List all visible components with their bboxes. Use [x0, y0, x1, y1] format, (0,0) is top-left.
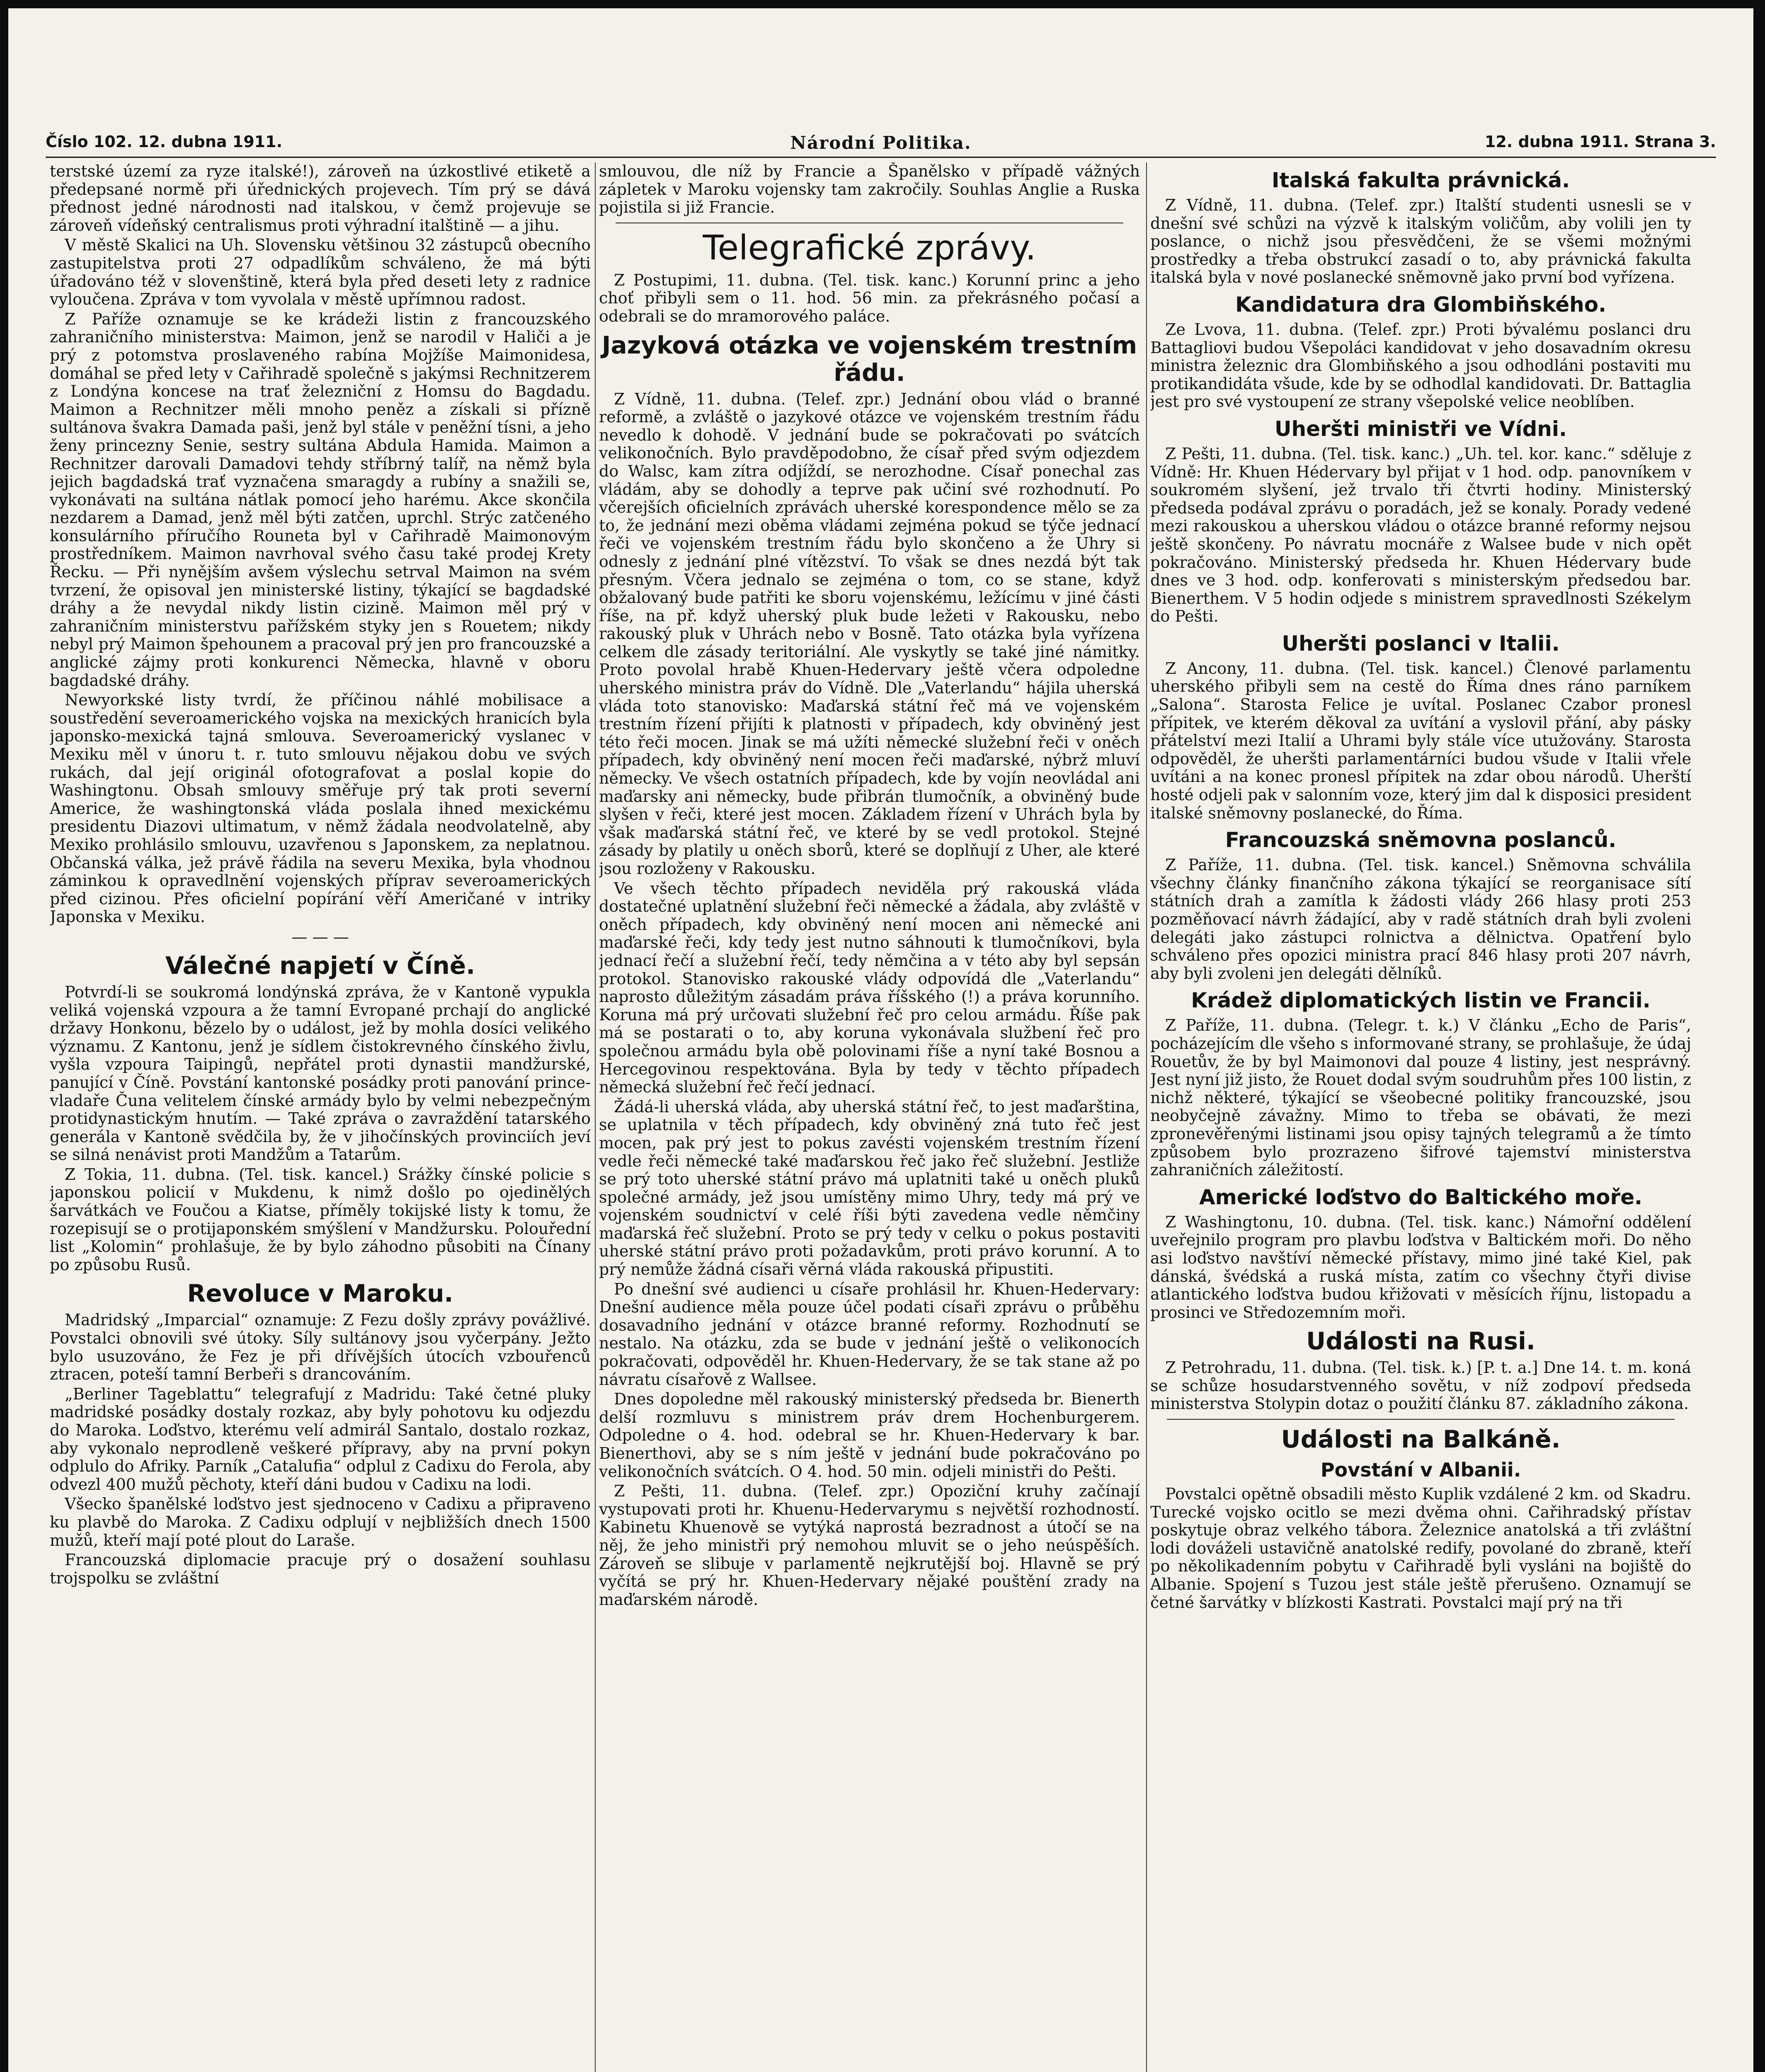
- column-2: [599, 162, 1140, 2072]
- column-3: [1150, 162, 1691, 2072]
- article-paragraph: Z Washingtonu, 10. dubna. (Tel. tisk. kanc.) Námořní oddělení uveřejnilo program pro plavbu loďstva v Baltickém moři. Do něho asi loďstvo navštíví německé přístavy, mimo jiné také Kiel, pak dánská, švédská a ruská místa, zatím co všechny čtyři divise atlantického loďstva budou křižovati v měsících říjnu, listopadu a prosinci ve Středozemním moři.: [1150, 1213, 1691, 1322]
- headline-american-fleet: Americké loďstvo do Baltického moře.: [1199, 1185, 1643, 1209]
- column-divider: [1146, 162, 1147, 2072]
- article-paragraph: Newyorkské listy tvrdí, že příčinou náhlé mobilisace a soustředění severoamerického vojska na mexických hranicích byla japonsko-mexická tajná smlouva. Severoamerický vyslanec v Mexiku měl v únoru t. r. tuto smlouvu nějakou dobu ve svých rukách, dal její originál ofotografovat a poslal kopie do Washingtonu. Obsah smlouvy směřuje prý tak proti severní Americe, že washingtonská vláda poslala ihned mexickému presidentu Diazovi ultimatum, v němž žádala neodvolatelně, aby Mexiko prohlásilo smlouvu, uzavřenou s Japonskem, za neplatnou. Občanská válka, jež právě řádila na severu Mexika, byla vhodnou záminkou k opravedlnění vojenských příprav severoamerických před cizinou. Přes oficielní popírání věří Američané v intriky Japonska v Mexiku.: [50, 691, 591, 926]
- article-paragraph: Francouzská diplomacie pracuje prý o dosažení souhlasu trojspolku se zvláštní: [50, 1551, 591, 1587]
- article-paragraph: Z Tokia, 11. dubna. (Tel. tisk. kancel.) Srážky čínské policie s japonskou policií v Mukdenu, k nimž došlo po ojedinělých šarvátkách ve Foučou a Kiatse, příměly tokijské listy k tomu, že rozepisují se o protijaponském smýšlení v Mandžursku. Polouřední list „Kolomin“ prohlašuje, že by bylo záhodno působiti na Čínany po způsobu Rusů.: [50, 1165, 591, 1274]
- section-separator: — — —: [291, 927, 349, 946]
- headline-hungarian-ministers: Uheršti ministři ve Vídni.: [1274, 416, 1567, 441]
- article-paragraph: Z Ancony, 11. dubna. (Tel. tisk. kancel.) Členové parlamentu uherského přibyli sem na cestě do Říma dnes ráno parníkem „Salona“. Starosta Felice je uvítal. Poslanec Czabor pronesl přípitek, ve kterém děkoval za uvítání a vyslovil přání, aby pásky přátelství mezi Italií a Uhrami byly stále více utužovány. Starosta odpověděl, že uheršti parlamentárníci budou všude v Italii vřele uvítáni a na konec pronesl přípitek na zdar obou národů. Uherští hosté odjeli pak v salonním voze, který jim dal k disposici president italské sněmovny poslanecké, do Říma.: [1150, 659, 1691, 822]
- headline-telegrams: Telegrafické zprávy.: [703, 228, 1036, 268]
- article-paragraph: Madridský „Imparcial“ oznamuje: Z Fezu došly zprávy povážlivé. Povstalci obnovili své útoky. Síly sultánovy jsou vyčerpány. Ježto bylo usuzováno, že Fez je při dřívějších útocích vzbouřenců ztracen, poteší tamní Berbeři s drancováním.: [50, 1311, 591, 1384]
- article-paragraph: Žádá-li uherská vláda, aby uherská státní řeč, to jest maďarština, se uplatnila v těch případech, kdy obviněný zná tuto řeč jest mocen, pak prý jest to pokus zavésti vojenském trestním řízení vedle řeči německé také maďarskou řeč jako řeč služební. Jestliže se prý toto uherské státní právo má uplatniti také u oněch pluků společné armády, jež jsou umístěny mimo Uhry, tedy má prý ve vojenském soudnictví v celé říši býti zavedena vedle němčiny maďarská řeč služební. Proto se prý tedy v celku o pokus postaviti uherské státní právo proti požadavkům, proti právo korunní. A to prý nemůže žádná císaři věrná vláda rakouská připustiti.: [599, 1097, 1140, 1279]
- masthead-rule: [46, 157, 1716, 158]
- subheadline-albania: Povstání v Albanii.: [1320, 1459, 1521, 1481]
- article-paragraph: V městě Skalici na Uh. Slovensku většinou 32 zástupců obecního zastupitelstva proti 27 odpadlíkům schváleno, že má býti úřadováno též v slovenštině, která byla před deseti lety z radnice vyloučena. Zpráva v tom vyvolala v městě upřímnou radost.: [50, 236, 591, 309]
- article-paragraph: Potvrdí-li se soukromá londýnská zpráva, že v Kantoně vypukla veliká vojenská vzpoura a že tamní Evropané prchají do anglické državy Honkonu, bězelo by o událost, jež by mohla dosíci velikého významu. Z Kantonu, jenž je sídlem čistokrevného čínského živlu, vyšla vzpoura Taipingů, nepřátel proti dynastii mandžurské, panující v Číně. Povstání kantonské posádky proti panování prince-vladaře Čuna velitelem čínské armády bylo by velmi nebezpečným protidynastickým hnutím. — Také zpráva o zavraždění tatarského generála v Kantoně svědčila by, že v jihočínských provinciích jeví se silná nenávist proti Mandžům a Tatarům.: [50, 983, 591, 1164]
- headline-morocco: Revoluce v Maroku.: [187, 1279, 453, 1308]
- article-paragraph: Z Pešti, 11. dubna. (Tel. tisk. kanc.) „Uh. tel. kor. kanc.“ sděluje z Vídně: Hr. Khuen Hédervary byl přijat v 1 hod. odp. panovníkem v soukromém slyšení, jež trvalo tři čtvrti hodiny. Ministerský předseda podával zprávu o poradách, jež se konaly. Porady vedené mezi rakouskou a uherskou vládou o otázce branné reformy nejsou ještě skončeny. Po návratu mocnáře z Walsee bude v nich opět pokračováno. Ministerský předseda hr. Khuen Hédervary bude dnes ve 3 hod. odp. konferovati s ministerským předsedou bar. Bienerthem. V 5 hodin odjede s ministrem spravedlnosti Székelym do Pešti.: [1150, 444, 1691, 626]
- article-paragraph: Všecko španělské loďstvo jest sjednoceno v Cadixu a připraveno ku plavbě do Maroka. Z Cadixu odplují v nejbližších dnech 1500 mužů, kteří mají poté plout do Laraše.: [50, 1495, 591, 1549]
- article-paragraph: Z Vídně, 11. dubna. (Telef. zpr.) Italští studenti usnesli se v dnešní své schůzi na výzvě k italským voličům, aby volili jen ty poslance, o nichž jsou přesvědčeni, že se všemi možnými prostředky a třeba obstrukcí zasadí o to, aby právnická fakulta italská byla v nové poslanecké sněmovně jako první bod vyřízena.: [1150, 196, 1691, 287]
- headline-china: Válečné napjetí v Číně.: [165, 951, 475, 980]
- article-paragraph: Z Postupimi, 11. dubna. (Tel. tisk. kanc.) Korunní princ a jeho choť přibyli sem o 11. hod. 56 min. za překrásného počasí a odebrali se do mramorového paláce.: [599, 271, 1140, 325]
- headline-language-question: Jazyková otázka ve vojenském trestním řádu.: [601, 331, 1137, 387]
- article-paragraph: Z Vídně, 11. dubna. (Telef. zpr.) Jednání obou vlád o branné reformě, a zvláště o jazykové otázce ve vojenském trestním řádu nevedlo k dohodě. V jednání bude se pokračovati po svátcích velikonočních. Bylo pravděpodobno, že císař před svým odjezdem do Walsc, kam zítra odjíždí, se nerozhodne. Císař ponechal zas vládám, aby se dohodly a teprve pak učiní své rozhodnutí. Po včerejších oficielních zprávách uherské korespondence mělo se za to, že jednání mezi oběma vládami zejména pokud se týče jednací řeči ve vojenském trestním řádu bylo skončeno a že Uhry si odnesly z jednání plné vítězství. To však se dnes nezdá být tak přesným. Včera jednalo se zejména o tom, co se stane, když obžalovaný bude patřiti ke sboru vojenskému, ležícímu v jiné části říše, na př. když uherský pluk bude ležeti v Rakousku, nebo rakouský pluk v Uhrách nebo v Bosně. Tato otázka byla vyřízena celkem dle zásady teritoriální. Ale vyskytly se také jiné námitky. Proto povolal hrabě Khuen-Hedervary ještě včera odpoledne uherského ministra práv do Vídně. Dle „Vaterlandu“ hájila uherská vláda toto stanovisko: Maďarská státní řeč má ve vojenském trestním řízení přijíti k platnosti v případech, kdy obviněný jest této řeči mocen. Jinak se má užíti německé služební řeči v oněch případech, kdy obviněný není mocen řeči maďarské, nýbrž mluví německy. Ve všech ostatních případech, kde by vojín neovládal ani maďarsky ani německy, bude přibrán tlumočník, a obviněný bude slyšen v řeči, které jest mocen. Základem řízení v Uhrách byla by však maďarská státní řeč, ve které by se vedl protokol. Stejné zásady by platily u oněch sborů, které se doplňují z Uher, ale které jsou rozloženy v Rakousku.: [599, 390, 1140, 878]
- newspaper-title: Národní Politika.: [790, 133, 972, 153]
- article-paragraph: Z Paříže oznamuje se ke krádeži listin z francouzského zahraničního ministerstva: Maimon, jenž se narodil v Haliči a je prý z potomstva proslaveného rabína Mojžíše Maimonidesa, domáhal se před lety v Cařihradě společně s jakýmsi Rechnitzerem z Londýna koncese na trať železniční z Homsu do Bagdadu. Maimon a Rechnitzer měli mnoho peněz a získali si přízně sultánova švakra Damada paši, jenž byl stále v peněžní tísni, a jeho ženy princezny Senie, sestry sultána Abdula Hamida. Maimon a Rechnitzer darovali Damadovi tehdy stříbrný talíř, na němž byla jejich bagdadská trať vyznačena smaragdy a rubíny a snažili se, vykonávati na sultána nátlak pomocí jeho harému. Akce skončila nezdarem a Damad, jenž měl býti zatčen, uprchl. Strýc zatčeného konsulárního příručího Rouneta byl v Cařihradě Maimonovým prostředníkem. Maimon navrhoval svého času také prodej Krety Řecku. — Při nynějším avšem výslechu setrval Maimon na svém tvrzení, že opisoval jen ministerské listiny, týkající se bagdadské dráhy a že nevydal nikdy listin cizině. Maimon měl prý v zahraničním ministerstvu pařížském styky jen s Rouetem; nikdy nebyl prý Maimon špehounem a pracoval prý jen pro francouzské a anglické zájmy proti konkurenci Německa, hlavně v oboru bagdadské dráhy.: [50, 310, 591, 690]
- column-divider: [595, 162, 596, 2072]
- headline-french-chamber: Francouzská sněmovna poslanců.: [1225, 828, 1617, 852]
- article-paragraph: Z Paříže, 11. dubna. (Tel. tisk. kancel.) Sněmovna schválila všechny články finančního zákona týkající se reorganisace sítí státních drah a zamítla k žádosti vlády 266 hlasy proti 253 pozměňovací návrh žádající, aby v radě státních drah byli zvoleni delegáti jako zástupci rolnictva a dělnictva. Opatření bylo schváleno přes opozici ministra prací 846 hlasy proti 207 návrh, aby byli zvoleni jen delegáti dělníků.: [1150, 856, 1691, 983]
- article-paragraph: Po dnešní své audienci u císaře prohlásil hr. Khuen-Hedervary: Dnešní audience měla pouze účel podati císaři zprávu o průběhu dosavadního jednání v otázce branné reformy. Rozhodnutí se nestalo. Na otázku, zda se bude v jednání ještě o velikonocích pokračovati, odpověděl hr. Khuen-Hedervary, že se tak stane až po návratu císařově z Wallsee.: [599, 1280, 1140, 1389]
- article-paragraph: Z Pešti, 11. dubna. (Telef. zpr.) Opoziční kruhy začínají vystupovati proti hr. Khuenu-Hedervarymu s největší rozhodností. Kabinetu Khuenově se vytýká naprostá bezradnost a útočí se na něj, že jeho ministři prý nemohou mluvit se o jeho neúspěších. Zároveň se slibuje v parlamentě nejkrutější boj. Hlavně se prý vyčítá se prý hr. Khuen-Hedervary nějaké pouštění zrady na maďarském národě.: [599, 1482, 1140, 1609]
- column-1: [50, 162, 591, 2072]
- article-paragraph: terstské území za ryze italské!), zároveň na úzkostlivé etiketě a předepsané normě při úřednických projevech. Tím prý se dává přednost jedné národnosti nad italskou, v čemž projevuje se zároveň vídeňský centralismus proti výhradní italštině — a jihu.: [50, 162, 591, 235]
- newspaper-page: [8, 8, 1753, 2072]
- article-paragraph: Povstalci opětně obsadili město Kuplik vzdálené 2 km. od Skadru. Turecké vojsko ocitlo se mezi dvěma ohni. Cařihradský přístav poskytuje obraz velkého tábora. Železnice anatolská a tři zvláštní lodi dováželi ustavičně anatolské redify, povolané do zbraně, kteří po několikadenním pobytu v Cařihradě byli vysláni na bojiště do Albanie. Spojení s Tuzou jest stále ještě přerušeno. Oznamují se četné šarvátky v blízkosti Kastrati. Povstalci mají prý na tři: [1150, 1485, 1691, 1612]
- headline-balkans: Události na Balkáně.: [1281, 1425, 1561, 1454]
- issue-number: Číslo 102. 12. dubna 1911.: [46, 133, 283, 151]
- headline-russia: Události na Rusi.: [1306, 1327, 1535, 1356]
- headline-document-theft: Krádež diplomatických listin ve Francii.: [1191, 988, 1651, 1013]
- article-paragraph: Z Petrohradu, 11. dubna. (Tel. tisk. k.) [P. t. a.] Dne 14. t. m. koná se schůze hosudarstvenného sovětu, v níž zodpoví předseda ministerstva Stolypin dotaz o použití článku 87. základního zákona.: [1150, 1358, 1691, 1413]
- article-paragraph: „Berliner Tageblattu“ telegrafují z Madridu: Také četné pluky madridské posádky dostaly rozkaz, aby byly pohotovu ku odjezdu do Maroka. Loďstvo, kterému velí admirál Santalo, dostalo rozkaz, aby vykonalo neprodleně veškeré přípravy, aby na první pokyn odplulo do Afriky. Parník „Catalufia“ odplul z Cadixu do Ferola, aby odvezl 400 mužů pěchoty, kteří dáni budou v Cadixu na lodi.: [50, 1385, 591, 1493]
- article-paragraph: smlouvou, dle níž by Francie a Španělsko v případě vážných zápletek v Maroku vojensky tam zakročily. Souhlas Anglie a Ruska pojistila si již Francie.: [599, 162, 1140, 217]
- article-paragraph: Dnes dopoledne měl rakouský ministerský předseda br. Bienerth delší rozmluvu s ministrem práv drem Hochenburgerem. Odpoledne o 4. hod. odebral se hr. Khuen-Hedervary k bar. Bienerthovi, aby se s ním ještě v jednání bude pokračováno po velikonočních svátcích. O 4. hod. 50 min. odjeli ministři do Pešti.: [599, 1390, 1140, 1481]
- section-rule: [1167, 1419, 1675, 1420]
- article-paragraph: Z Paříže, 11. dubna. (Telegr. t. k.) V článku „Echo de Paris“, pocházejícím dle všeho s informované strany, se prohlašuje, že údaj Rouetův, že by byl Maimonovi dal pouze 4 listiny, jest nesprávný. Jest nyní již jisto, že Rouet dodal svým soudruhům přes 100 listin, z nichž některé, týkající se všeobecné politiky francouzské, jsou neobyčejně závažny. Mimo to třeba se obávati, že mezi zpronevěřenými listinami jsou opisy tajných telegramů a že tímto způsobem bylo prozrazeno šifrové tajemství ministerstva zahraničních záležitostí.: [1150, 1016, 1691, 1179]
- headline-hungarian-deputies: Uheršti poslanci v Italii.: [1282, 631, 1560, 656]
- article-paragraph: Ze Lvova, 11. dubna. (Telef. zpr.) Proti bývalému poslanci dru Battagliovi budou Všepoláci kandidovat v jeho dosavadním okresu ministra železnic dra Glombiňského a jsou odhodláni postaviti mu protikandidáta všude, kde by se odhodlal kandidovati. Dr. Battaglia jest pro své vystoupení ze strany všepolské velice neoblíben.: [1150, 320, 1691, 411]
- headline-italian-faculty: Italská fakulta právnická.: [1271, 168, 1570, 192]
- article-paragraph: Ve všech těchto případech neviděla prý rakouská vláda dostatečné uplatnění služební řeči německé a žádala, aby zvláště v oněch případech, kdy obviněný není mocen ani německé ani maďarské řeči, kdy tedy jest nutno sáhnouti k tlumočníkovi, byla jednací řečí a služební řečí, tedy němčina a v této aby byl sepsán protokol. Stanovisko rakouské vlády odpovídá dle „Vaterlandu“ naprosto důležitým zásadám práva říšského (!) a práva korunního. Koruna má prý určovati služební řeč pro celou armádu. Říše pak má se postarati o to, aby koruna vykonávala službení řeč pro společnou armádu byla obě polovinami říše a nyní také Bosnou a Hercegovinou respektována. Byla by tedy v těchto případech německá služební řeč řečí jednací.: [599, 879, 1140, 1097]
- headline-candidacy: Kandidatura dra Glombiňského.: [1235, 292, 1607, 317]
- date-and-page: 12. dubna 1911. Strana 3.: [1484, 133, 1716, 151]
